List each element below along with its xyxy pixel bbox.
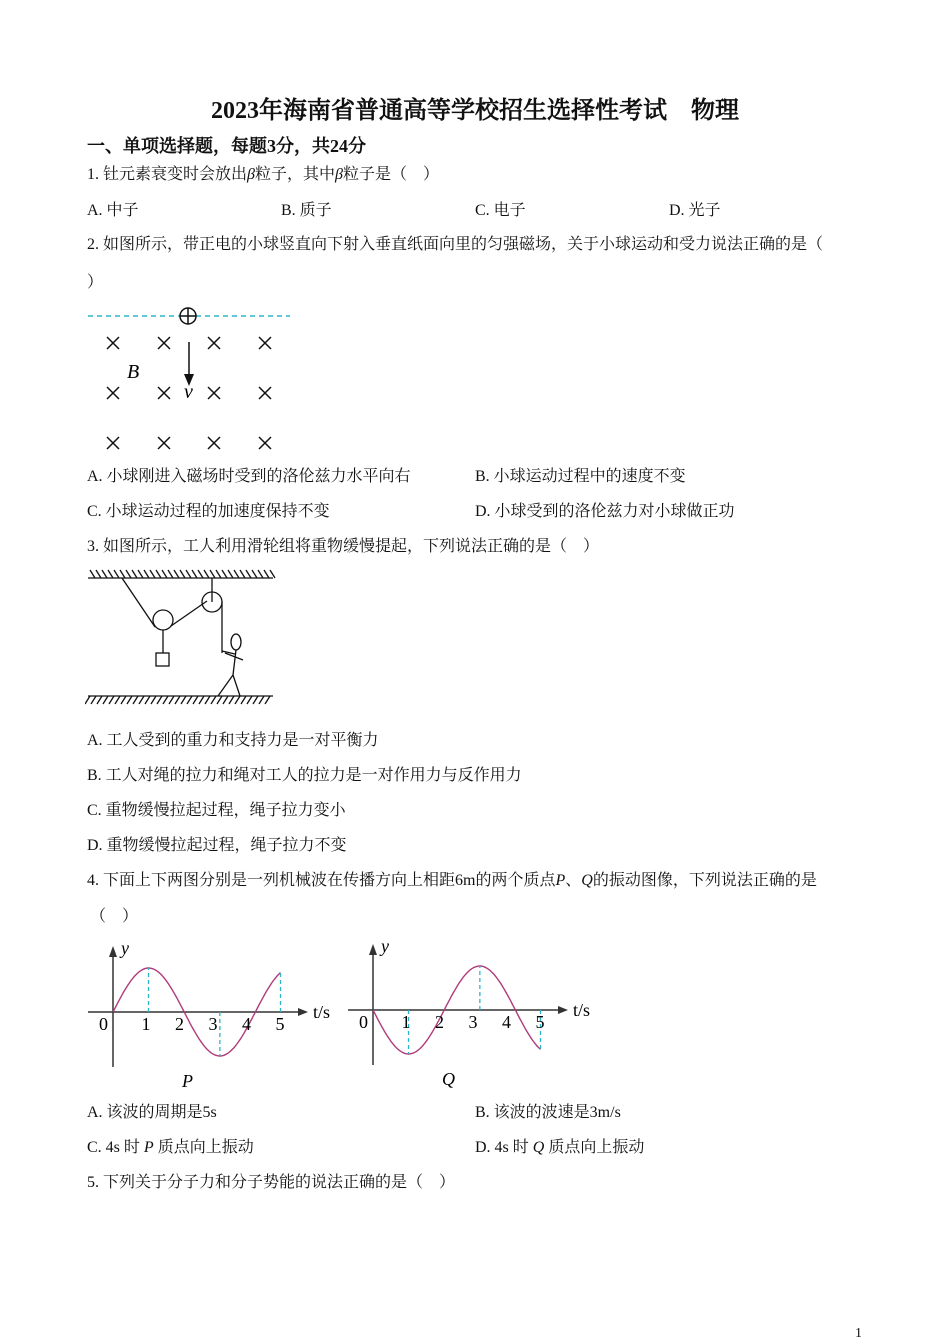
question-2-stem: 2. 如图所示，带正电的小球竖直向下射入垂直纸面向里的匀强磁场，关于小球运动和受力说法正确的是（ [87,236,824,253]
t-axis-label: t/s [573,1000,591,1020]
field-cross-icon [208,387,220,399]
tick-label: 4 [242,1014,251,1034]
field-label-b: B [127,361,140,383]
q1-option-c: C. 电子 [475,202,526,219]
section-heading: 一、单项选择题，每题3分，共24分 [87,136,366,156]
vibration-graphs [85,935,595,1095]
pulley-figure [85,565,280,710]
question-1-stem: 1. 钍元素衰变时会放出β粒子，其中β粒子是（ ） [87,166,439,183]
q2-option-a: A. 小球刚进入磁场时受到的洛伦兹力水平向右 [87,468,411,485]
question-4-stem-end: （ ） [90,908,139,925]
field-cross-icon [158,337,170,349]
tick-label: 2 [175,1014,184,1034]
q2-option-d: D. 小球受到的洛伦兹力对小球做正功 [475,503,735,520]
field-cross-icon [158,437,170,449]
field-cross-icon [158,387,170,399]
field-cross-icon [107,387,119,399]
q4-option-d: D. 4s 时 Q 质点向上振动 [475,1139,645,1156]
field-cross-icon [208,437,220,449]
q3-option-d: D. 重物缓慢拉起过程，绳子拉力不变 [87,837,347,854]
tick-label: 1 [401,1012,411,1032]
field-cross-icon [259,387,271,399]
tick-label: 0 [359,1012,368,1032]
velocity-label: v [184,381,193,403]
field-cross-icon [259,337,271,349]
q1-option-a: A. 中子 [87,202,139,219]
question-2-stem-end: ） [87,274,104,291]
field-cross-icon [107,437,119,449]
arrow-icon [369,944,377,955]
page-number: 1 [855,1326,862,1341]
tick-label: 3 [208,1014,218,1034]
y-axis-label: y [121,938,129,958]
q3-option-c: C. 重物缓慢拉起过程，绳子拉力变小 [87,802,346,819]
arrow-icon [558,1006,568,1014]
tick-label: 1 [141,1014,151,1034]
question-3-stem: 3. 如图所示，工人利用滑轮组将重物缓慢提起，下列说法正确的是（ ） [87,538,600,555]
y-axis-label: y [381,936,389,956]
q2-option-c: C. 小球运动过程的加速度保持不变 [87,503,330,520]
field-cross-icon [107,337,119,349]
q1-option-d: D. 光子 [669,202,721,219]
tick-label: 0 [99,1014,108,1034]
t-axis-label: t/s [313,1002,331,1022]
graph-label: P [182,1071,193,1091]
q4-option-c: C. 4s 时 P 质点向上振动 [87,1139,254,1156]
q3-option-b: B. 工人对绳的拉力和绳对工人的拉力是一对作用力与反作用力 [87,767,522,784]
magnetic-field-figure [85,300,295,460]
arrow-icon [109,946,117,957]
page-title: 2023年海南省普通高等学校招生选择性考试 物理 [211,98,739,124]
tick-label: 5 [275,1014,285,1034]
arrow-icon [298,1008,308,1016]
q1-option-b: B. 质子 [281,202,332,219]
tick-label: 3 [468,1012,478,1032]
q3-option-a: A. 工人受到的重力和支持力是一对平衡力 [87,732,379,749]
graph-p [88,938,330,1091]
q4-option-b: B. 该波的波速是3m/s [475,1104,621,1121]
q2-option-b: B. 小球运动过程中的速度不变 [475,468,686,485]
question-4-stem: 4. 下面上下两图分别是一列机械波在传播方向上相距6m的两个质点P、Q的振动图像，下列说法正确的是 [87,872,817,889]
tick-label: 4 [502,1012,511,1032]
field-cross-icon [259,437,271,449]
q4-option-a: A. 该波的周期是5s [87,1104,217,1121]
question-5-stem: 5. 下列关于分子力和分子势能的说法正确的是（ ） [87,1174,456,1191]
tick-label: 2 [435,1012,444,1032]
graph-q [348,936,590,1089]
tick-label: 5 [535,1012,545,1032]
field-cross-icon [208,337,220,349]
graph-label: Q [442,1069,455,1089]
